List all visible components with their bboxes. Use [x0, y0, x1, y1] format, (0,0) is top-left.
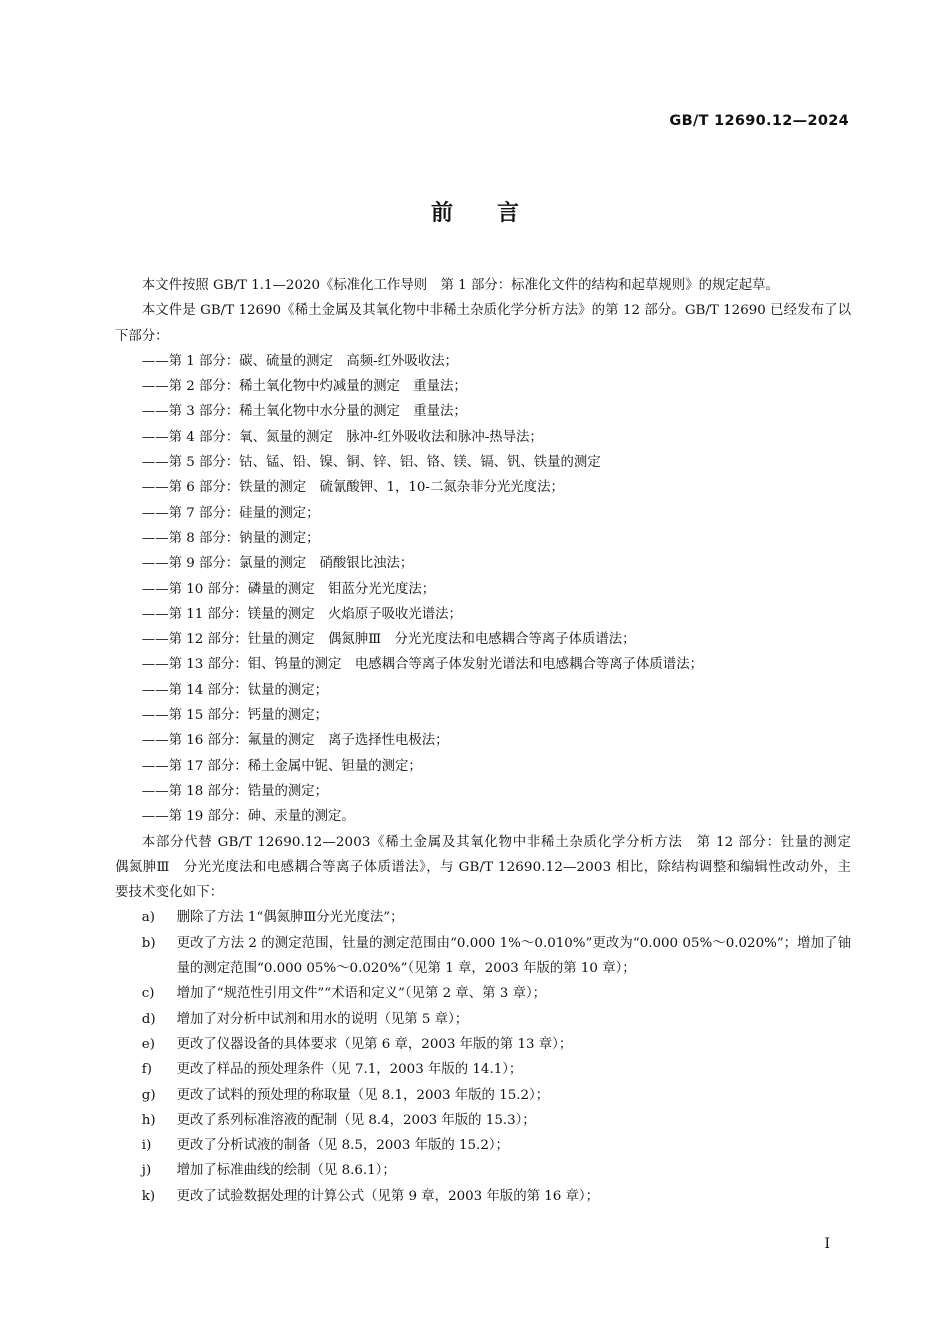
- list-item: ——第 1 部分：碳、硫量的测定 高频-红外吸收法；: [141, 353, 458, 369]
- change-label: i): [141, 1138, 152, 1154]
- list-item: ——第 2 部分：稀土氧化物中灼减量的测定 重量法；: [141, 379, 467, 395]
- list-item: ——第 12 部分：钍量的测定 偶氮胂Ⅲ 分光光度法和电感耦合等离子体质谱法；: [141, 632, 636, 648]
- change-label: a): [141, 910, 156, 926]
- change-label: k): [141, 1188, 156, 1204]
- list-item: ——第 7 部分：硅量的测定；: [141, 505, 320, 521]
- change-label: c): [141, 986, 155, 1002]
- list-item: ——第 10 部分：磷量的测定 钼蓝分光光度法；: [141, 581, 436, 597]
- change-label: h): [141, 1112, 156, 1128]
- change-text: 增加了“规范性引用文件”“术语和定义”（见第 2 章、第 3 章）；: [176, 986, 547, 1002]
- page-number: I: [824, 1236, 830, 1252]
- change-label: f): [141, 1062, 152, 1078]
- list-item: ——第 13 部分：钼、钨量的测定 电感耦合等离子体发射光谱法和电感耦合等离子体质谱法；: [141, 657, 703, 673]
- change-text: 更改了样品的预处理条件（见 7.1，2003 年版的 14.1）；: [176, 1062, 523, 1078]
- change-text: 更改了分析试液的制备（见 8.5，2003 年版的 15.2）；: [176, 1138, 509, 1154]
- change-item: [115, 1083, 851, 1108]
- list-item: ——第 8 部分：钠量的测定；: [141, 530, 320, 546]
- page-title: 前言: [430, 201, 563, 226]
- list-item: ——第 16 部分：氟量的测定 离子选择性电极法；: [141, 733, 449, 749]
- change-text: 更改了仪器设备的具体要求（见第 6 章，2003 年版的第 13 章）；: [176, 1036, 573, 1052]
- change-item: [115, 1007, 851, 1032]
- list-item: ——第 4 部分：氧、氮量的测定 脉冲-红外吸收法和脉冲-热导法；: [141, 429, 543, 445]
- standard-code: GB/T 12690.12—2024: [669, 113, 849, 129]
- change-item: [115, 905, 851, 930]
- change-item: [115, 1032, 851, 1057]
- change-label: j): [141, 1163, 152, 1179]
- paragraph-drafting-rules: 本文件按照 GB/T 1.1—2020《标准化工作导则 第 1 部分：标准化文件的结构和起草规则》的规定起草。: [141, 278, 779, 293]
- change-text: 增加了对分析中试剂和用水的说明（见第 5 章）；: [176, 1011, 469, 1027]
- change-item: [115, 1184, 851, 1209]
- change-item: [115, 1057, 851, 1082]
- list-item: ——第 9 部分：氯量的测定 硝酸银比浊法；: [141, 556, 414, 572]
- change-label: e): [141, 1036, 155, 1052]
- change-item: [115, 981, 851, 1006]
- change-text: 更改了试验数据处理的计算公式（见第 9 章，2003 年版的第 16 章）；: [176, 1188, 599, 1204]
- list-item: ——第 15 部分：钙量的测定；: [141, 708, 329, 724]
- change-label: d): [141, 1011, 156, 1027]
- parts-list: [115, 349, 851, 830]
- list-item: ——第 11 部分：镁量的测定 火焰原子吸收光谱法；: [141, 606, 462, 622]
- change-label: b): [141, 935, 156, 951]
- list-item: ——第 3 部分：稀土氧化物中水分量的测定 重量法；: [141, 404, 467, 420]
- change-item: [115, 931, 851, 982]
- change-label: g): [141, 1087, 156, 1103]
- change-text: 删除了方法 1“偶氮胂Ⅲ分光光度法”；: [176, 910, 404, 926]
- change-item: [115, 1108, 851, 1133]
- list-item: ——第 5 部分：钴、锰、铅、镍、铜、锌、铝、铬、镁、镉、钒、铁量的测定: [141, 455, 601, 471]
- change-item: [115, 1158, 851, 1183]
- change-text: 更改了方法 2 的测定范围，钍量的测定范围由“0.000 1%～0.010%”更改为“0.000 05%～0.020%”；增加了铀量的测定范围“0.000 05%～0.020%”（见第 1 章，2003 年版的第 10 章）；: [176, 935, 851, 977]
- list-item: ——第 6 部分：铁量的测定 硫氰酸钾、1，10-二氮杂菲分光光度法；: [141, 480, 564, 496]
- paragraph-series-intro: 本文件是 GB/T 12690《稀土金属及其氧化物中非稀土杂质化学分析方法》的第 12 部分。GB/T 12690 已经发布了以下部分：: [115, 303, 851, 344]
- change-item: [115, 1133, 851, 1158]
- change-text: 增加了标准曲线的绘制（见 8.6.1）；: [176, 1163, 396, 1179]
- list-item: ——第 18 部分：锆量的测定；: [141, 783, 329, 799]
- paragraph-replacement: 本部分代替 GB/T 12690.12—2003《稀土金属及其氧化物中非稀土杂质化学分析方法 第 12 部分：钍量的测定 偶氮胂Ⅲ 分光光度法和电感耦合等离子体质谱法》，与 GB/T 12690.12—2003 相比，除结构调整和编辑性改动外，主要技术变化如下：: [115, 834, 865, 901]
- list-item: ——第 19 部分：砷、汞量的测定。: [141, 809, 355, 825]
- changes-list: [115, 905, 851, 1209]
- change-text: 更改了试料的预处理的称取量（见 8.1，2003 年版的 15.2）；: [176, 1087, 550, 1103]
- list-item: ——第 17 部分：稀土金属中铌、钽量的测定；: [141, 758, 422, 774]
- list-item: ——第 14 部分：钛量的测定；: [141, 682, 329, 698]
- change-text: 更改了系列标准溶液的配制（见 8.4，2003 年版的 15.3）；: [176, 1112, 536, 1128]
- document-body: [115, 273, 865, 1209]
